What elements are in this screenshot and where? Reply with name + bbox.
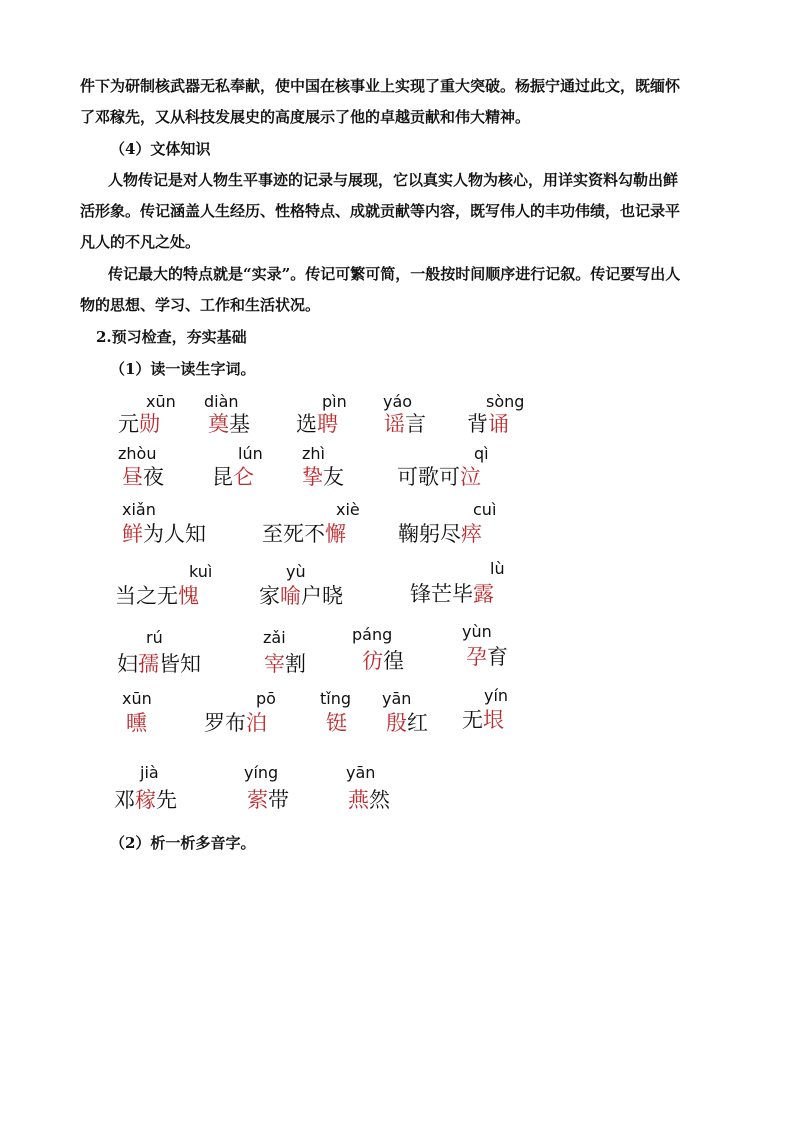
- pinyin: xūn: [122, 689, 152, 708]
- pinyin: yùn: [462, 622, 492, 641]
- pinyin: sòng: [486, 392, 525, 411]
- pinyin: cuì: [473, 500, 497, 519]
- section-4-p1-line2: 活形象。传记涵盖人生经历、性格特点、成就贡献等内容，既写伟人的丰功伟绩，也记录平: [80, 202, 681, 220]
- pinyin: pō: [256, 689, 276, 708]
- vocab-word: 当之无愧: [115, 584, 199, 608]
- vocab-word: 挚友: [302, 465, 344, 489]
- vocab-word: 殷红: [386, 711, 428, 735]
- vocab-word: 奠基: [208, 412, 250, 436]
- vocab-word: 谣言: [384, 412, 426, 436]
- pinyin: kuì: [189, 562, 213, 581]
- pinyin: zhòu: [118, 444, 157, 463]
- section-4-p2-line1: 传记最大的特点就是“实录”。传记可繁可简，一般按时间顺序进行记叙。传记要写出人: [108, 265, 681, 283]
- pinyin: diàn: [204, 392, 239, 411]
- vocab-word: 锋芒毕露: [410, 582, 494, 606]
- vocab-word: 邓稼先: [114, 788, 177, 812]
- vocab-word: 罗布泊: [204, 711, 267, 735]
- vocab-word: 昆仑: [212, 465, 254, 489]
- vocab-word: 孕育: [466, 645, 508, 669]
- vocab-word: 萦带: [247, 788, 289, 812]
- pinyin: jià: [140, 763, 159, 782]
- pinyin: yān: [382, 689, 412, 708]
- pinyin: yān: [346, 763, 376, 782]
- pinyin: xiè: [336, 500, 360, 519]
- pinyin: páng: [352, 625, 393, 644]
- vocab-word: 选聘: [296, 412, 338, 436]
- pinyin: yín: [484, 686, 509, 705]
- vocab-word: 彷徨: [362, 649, 404, 673]
- pinyin: tǐng: [320, 689, 352, 708]
- vocab-word: 至死不懈: [262, 522, 346, 546]
- vocab-word: 背诵: [467, 412, 509, 436]
- section-4-heading: （4）文体知识: [110, 140, 211, 158]
- section-4-p1-line1: 人物传记是对人物生平事迹的记录与展现，它以真实人物为核心，用详实资料勾勒出鲜: [108, 171, 679, 189]
- section-2-sub-1: （1）读一读生字词。: [110, 360, 256, 378]
- vocab-word: 鞠躬尽瘁: [398, 522, 482, 546]
- vocab-word: 可歌可泣: [397, 465, 481, 489]
- pinyin: qì: [474, 444, 489, 463]
- vocab-word: 妇孺皆知: [117, 652, 201, 676]
- vocab-word: 无垠: [462, 708, 504, 732]
- pinyin: pìn: [322, 392, 347, 411]
- vocab-word: 铤: [326, 711, 347, 735]
- section-2-heading: 2.预习检查，夯实基础: [96, 328, 247, 346]
- pinyin: yù: [286, 562, 306, 581]
- section-4-p2-line2: 物的思想、学习、工作和生活状况。: [80, 296, 321, 314]
- section-2-sub-2: （2）析一析多音字。: [110, 834, 256, 852]
- section-4-p1-line3: 凡人的不凡之处。: [80, 233, 201, 251]
- pinyin: xūn: [146, 392, 176, 411]
- pinyin: zǎi: [263, 628, 286, 647]
- pinyin: zhì: [302, 444, 325, 463]
- vocab-word: 家喻户晓: [259, 584, 343, 608]
- vocab-word: 曛: [126, 711, 147, 735]
- vocab-word: 元勋: [118, 412, 160, 436]
- vocab-word: 昼夜: [122, 465, 164, 489]
- pinyin: yáo: [383, 392, 413, 411]
- pinyin: lún: [238, 444, 263, 463]
- intro-line-2: 了邓稼先，又从科技发展史的高度展示了他的卓越贡献和伟大精神。: [80, 108, 531, 126]
- vocab-word: 宰割: [264, 652, 306, 676]
- pinyin: yíng: [244, 763, 279, 782]
- pinyin: lù: [490, 559, 505, 578]
- vocab-word: 燕然: [348, 788, 390, 812]
- vocab-word: 鲜为人知: [122, 522, 206, 546]
- intro-line-1: 件下为研制核武器无私奉献，使中国在核事业上实现了重大突破。杨振宁通过此文，既缅怀: [80, 77, 681, 95]
- pinyin: xiǎn: [122, 500, 156, 519]
- pinyin: rú: [146, 628, 163, 647]
